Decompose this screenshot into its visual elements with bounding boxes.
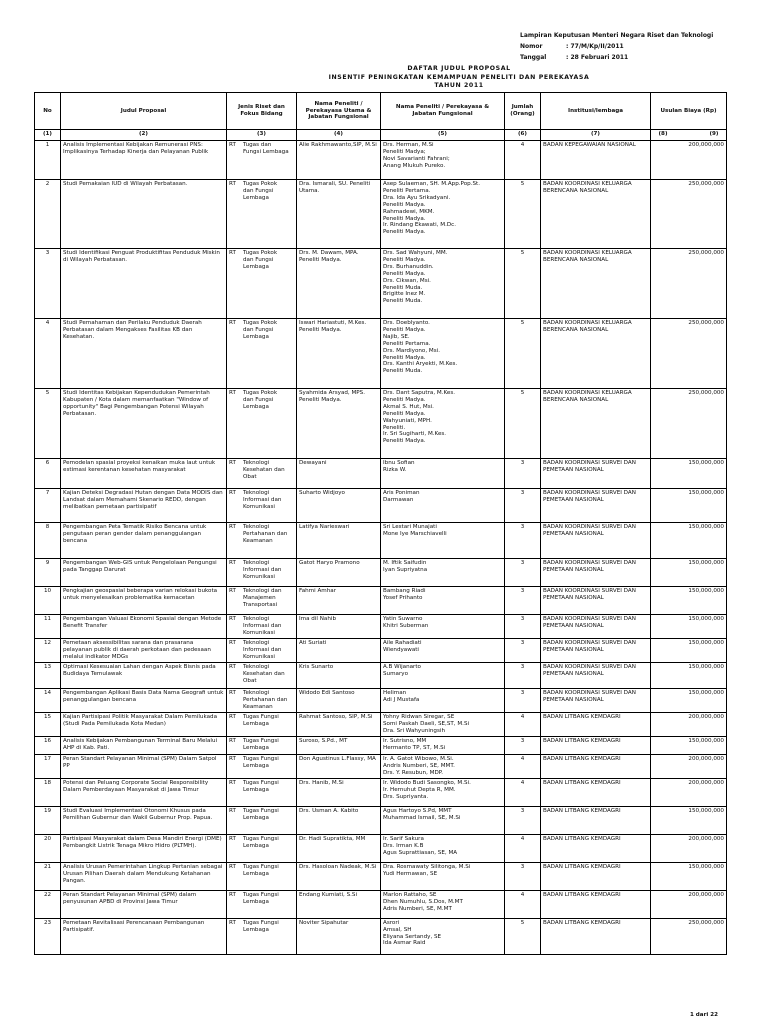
table-row: [35, 806, 727, 834]
row-judul: Optimasi Kesesuaian Lahan dengan Aspek Bisnis pada Budidaya Temulawak: [61, 663, 227, 689]
row-institusi: BADAN LITBANG KEMDAGRI: [541, 918, 651, 954]
row-jumlah: 5: [505, 180, 541, 249]
row-judul: Pengembangan Peta Tematik Risiko Bencana untuk pengutaan peran gender dalam penanggulangan bencana: [61, 523, 227, 559]
table-row: [35, 389, 727, 459]
header-jenis: Jenis Riset dan Fokus Bidang: [227, 93, 297, 130]
row-institusi: BADAN KOORDINASI KELUARGA BERENCANA NASIONAL: [541, 319, 651, 389]
row-jumlah: 3: [505, 489, 541, 523]
row-anggota: Ir. Sutrisno, MM Hermanto TP, ST, M.Si: [381, 737, 505, 755]
table-row: [35, 459, 727, 489]
row-institusi: BADAN KOORDINASI KELUARGA BERENCANA NASIONAL: [541, 249, 651, 319]
row-institusi: BADAN KOORDINASI KELUARGA BERENCANA NASIONAL: [541, 389, 651, 459]
row-no: 20: [35, 834, 61, 862]
row-utama: Fahmi Amhar: [297, 587, 381, 615]
row-judul: Pengembangan Valuasi Ekonomi Spasial dengan Metode Benefit Transfer: [61, 615, 227, 639]
table-row: [35, 737, 727, 755]
table-row: [35, 778, 727, 806]
row-utama: Endang Kumiati, S.Si: [297, 890, 381, 918]
row-utama: Ati Suriati: [297, 639, 381, 663]
row-no: 22: [35, 890, 61, 918]
table-row: [35, 615, 727, 639]
row-rt: RT: [229, 181, 236, 187]
row-jenis: [227, 587, 297, 615]
header-row: [35, 93, 727, 130]
row-jumlah: 3: [505, 737, 541, 755]
row-jumlah: 4: [505, 890, 541, 918]
row-judul: Pemetaan Revitalisasi Perencanaan Pembangunan Partisipatif.: [61, 918, 227, 954]
row-utama: Gatot Haryo Pramono: [297, 559, 381, 587]
row-biaya: 150,000,000: [651, 523, 727, 559]
row-institusi: BADAN KOORDINASI KELUARGA BERENCANA NASIONAL: [541, 180, 651, 249]
table-row: [35, 319, 727, 389]
row-rt: RT: [229, 756, 236, 762]
row-rt: RT: [229, 490, 236, 496]
row-no: 16: [35, 737, 61, 755]
row-jumlah: 3: [505, 615, 541, 639]
col-number: [297, 130, 381, 141]
row-no: 9: [35, 559, 61, 587]
title-line-1: DAFTAR JUDUL PROPOSAL: [407, 65, 511, 72]
row-biaya: 150,000,000: [651, 663, 727, 689]
row-fokus: Teknologi Informasi dan Komunikasi: [243, 490, 282, 510]
table-body: [35, 141, 727, 955]
row-judul: Studi Identitas Kebijakan Kependudukan Pemerintah Kabupaten / Kota dalam memanfaatkan "Window of opportunity" Bagi Pengembangan Potensi Wilayah Perbatasan.: [61, 389, 227, 459]
row-biaya: 150,000,000: [651, 639, 727, 663]
row-biaya: 250,000,000: [651, 319, 727, 389]
table-row: [35, 639, 727, 663]
row-no: 15: [35, 713, 61, 737]
table-row: [35, 663, 727, 689]
row-jenis: [227, 141, 297, 180]
row-biaya: 150,000,000: [651, 862, 727, 890]
row-jenis: [227, 713, 297, 737]
col-number: (6): [505, 130, 541, 141]
header-anggota: Nama Peneliti / Perekayasa & Jabatan Fungsional: [381, 93, 505, 130]
row-rt: RT: [229, 664, 236, 670]
row-judul: Analisis Kebijakan Pembangunan Terminal Baru Melalui AHP di Kab. Pati.: [61, 737, 227, 755]
page-number: 1 dari 22: [689, 1012, 718, 1018]
row-judul: Pengembangan Aplikasi Basis Data Nama Geografi untuk penanggulangan bencana: [61, 689, 227, 713]
row-institusi: BADAN LITBANG KEMDAGRI: [541, 890, 651, 918]
row-rt: RT: [229, 250, 236, 256]
title-line-2: INSENTIF PENINGKATAN KEMAMPUAN PENELITI DAN PEREKAYASA: [328, 73, 590, 81]
col-number: (4): [333, 131, 343, 137]
row-institusi: BADAN LITBANG KEMDAGRI: [541, 713, 651, 737]
col-number: (7): [541, 130, 651, 141]
row-judul: Studi Pemakaian IUD di Wilayah Perbatasan.: [61, 180, 227, 249]
row-utama: Kris Sunarto: [297, 663, 381, 689]
row-utama: Dewayani: [297, 459, 381, 489]
row-jumlah: 3: [505, 559, 541, 587]
row-no: 1: [35, 141, 61, 180]
row-rt: RT: [229, 807, 236, 814]
row-utama: Drs. M. Dawam, MPA. Peneliti Madya.: [297, 249, 381, 319]
row-jenis: [227, 523, 297, 559]
row-jenis: [227, 755, 297, 779]
title-line-3: TAHUN 2011: [434, 82, 484, 89]
row-anggota: Bambang Riadi Yosef Prihanto: [381, 587, 505, 615]
table-row: [35, 755, 727, 779]
row-utama: Dra. Ismarali, SU. Peneliti Utama.: [297, 180, 381, 249]
row-jenis: [227, 180, 297, 249]
row-utama: Widodo Edi Santoso: [297, 689, 381, 713]
row-fokus: Teknologi Informasi dan Komunikasi: [243, 560, 282, 580]
row-anggota: Ibnu Sofian Rizka W.: [381, 459, 505, 489]
row-jumlah: 4: [505, 834, 541, 862]
row-rt: RT: [229, 863, 236, 870]
row-utama: Iswari Hariastuti, M.Kes. Peneliti Madya.: [297, 319, 381, 389]
row-rt: RT: [229, 560, 236, 566]
row-utama: Latifya Narieswari: [297, 523, 381, 559]
row-jenis: [227, 459, 297, 489]
row-rt: RT: [229, 524, 236, 530]
row-biaya: 150,000,000: [651, 737, 727, 755]
row-jumlah: 4: [505, 778, 541, 806]
nomor-value: : 77/M/Kp/II/2011: [566, 43, 624, 50]
table-row: [35, 587, 727, 615]
row-institusi: BADAN KOORDINASI SURVEI DAN PEMETAAN NASIONAL: [541, 587, 651, 615]
row-institusi: BADAN KEPEGAWAIAN NASIONAL: [541, 141, 651, 180]
row-institusi: BADAN LITBANG KEMDAGRI: [541, 834, 651, 862]
row-jenis: [227, 663, 297, 689]
row-jumlah: 4: [505, 713, 541, 737]
row-fokus: Tugas Fungsi Lembaga: [243, 738, 279, 751]
row-anggota: Marlon Rattaho, SE Dhen Numuhlu, S.Dos, M.MT Adris Numberi, SE, M.MT: [381, 890, 505, 918]
row-fokus: Tugas Fungsi Lembaga: [243, 863, 279, 877]
row-jumlah: 5: [505, 319, 541, 389]
row-jenis: [227, 689, 297, 713]
row-jumlah: 5: [505, 918, 541, 954]
table-row: [35, 523, 727, 559]
row-judul: Pengembangan Web-GIS untuk Pengelolaan Pengungsi pada Tanggap Darurat: [61, 559, 227, 587]
decree-reference: [520, 30, 713, 63]
row-no: 3: [35, 249, 61, 319]
table-row: [35, 489, 727, 523]
row-jenis: [227, 890, 297, 918]
row-judul: Peran Standart Pelayanan Minimal (SPM) Dalam Satpol PP: [61, 755, 227, 779]
row-anggota: Asrori Amsal, SH Eliyana Sertandy, SE Ida Asmar Raid: [381, 918, 505, 954]
row-rt: RT: [229, 616, 236, 622]
row-biaya: 150,000,000: [651, 459, 727, 489]
row-judul: Peran Standart Pelayanan Minimal (SPM) dalam penyusunan APBD di Provinsi Jawa Timur: [61, 890, 227, 918]
row-jumlah: 5: [505, 389, 541, 459]
row-institusi: BADAN LITBANG KEMDAGRI: [541, 778, 651, 806]
row-fokus: Teknologi Pertahanan dan Keamanan: [243, 690, 288, 710]
row-institusi: BADAN KOORDINASI SURVEI DAN PEMETAAN NASIONAL: [541, 559, 651, 587]
row-rt: RT: [229, 714, 236, 720]
row-institusi: BADAN KOORDINASI SURVEI DAN PEMETAAN NASIONAL: [541, 615, 651, 639]
row-jenis: [227, 778, 297, 806]
row-anggota: M. Iftik Saifudin Iyan Supriyatna: [381, 559, 505, 587]
row-utama: Dr. Hadi Supratikta, MM: [297, 834, 381, 862]
row-biaya: 150,000,000: [651, 489, 727, 523]
row-anggota: Heliman Adi J Mustafa: [381, 689, 505, 713]
row-institusi: BADAN KOORDINASI SURVEI DAN PEMETAAN NASIONAL: [541, 689, 651, 713]
row-anggota: Ir. Widodo Budi Sasongko, M.Si. Ir. Hernuhut Depta R, MM. Drs. Supriyanta.: [381, 778, 505, 806]
row-jenis: [227, 806, 297, 834]
col-number: (9): [709, 131, 719, 137]
row-utama: Suroso, S.Pd., MT: [297, 737, 381, 755]
table-row: [35, 689, 727, 713]
header-judul: Judul Proposal: [61, 93, 227, 130]
row-institusi: BADAN KOORDINASI SURVEI DAN PEMETAAN NASIONAL: [541, 663, 651, 689]
row-jumlah: 4: [505, 755, 541, 779]
column-number-row: [35, 130, 727, 141]
row-jenis: [227, 862, 297, 890]
header-institusi: Institusi/lembaga: [541, 93, 651, 130]
row-anggota: Yohny Ridwan Siregar, SE Somi Paskah Daeli, SE,ST, M.Si Dra. Sri Wahyuningsih: [381, 713, 505, 737]
row-utama: Noviter Sipahutar: [297, 918, 381, 954]
row-jumlah: 3: [505, 459, 541, 489]
row-judul: Analisis Urusan Pemerintahan Lingkup Pertanian sebagai Urusan Pilihan Daerah dalam Mendukung Ketahanan Pangan.: [61, 862, 227, 890]
row-fokus: Tugas Fungsi Lembaga: [243, 835, 279, 849]
proposal-table: [34, 92, 727, 955]
row-anggota: Drs. Dant Saputra, M.Kes. Peneliti Madya. Akmal S. Hut, Msi. Peneliti Madya. Wahyuniati, MPH. Peneliti. Ir. Sri Sugiharti, M.Kes. Peneliti Madya.: [381, 389, 505, 459]
row-fokus: Teknologi Kesehatan dan Obat: [243, 460, 285, 480]
header-utama: Nama Peneliti / Perekayasa Utama & Jabatan Fungsional: [297, 93, 381, 130]
row-anggota: Yatin Suwarno Khitri Suberman: [381, 615, 505, 639]
row-institusi: BADAN KOORDINASI SURVEI DAN PEMETAAN NASIONAL: [541, 459, 651, 489]
row-fokus: Tugas Pokok dan Fungsi Lembaga: [243, 250, 278, 270]
row-fokus: Tugas Pokok dan Fungsi Lembaga: [243, 181, 278, 201]
row-institusi: BADAN LITBANG KEMDAGRI: [541, 862, 651, 890]
row-fokus: Teknologi Informasi dan Komunikasi: [243, 616, 282, 636]
col-number: [651, 130, 727, 141]
row-anggota: Dra. Rosmawaty Silitonga, M.Si Yudi Hermawan, SE: [381, 862, 505, 890]
row-no: 8: [35, 523, 61, 559]
row-biaya: 200,000,000: [651, 834, 727, 862]
table-row: [35, 918, 727, 954]
row-no: 12: [35, 639, 61, 663]
row-no: 7: [35, 489, 61, 523]
row-biaya: 200,000,000: [651, 713, 727, 737]
row-anggota: Asep Sulaeman, SH. M.App.Pop.St. Peneliti Pertama. Dra. Ida Ayu Srikadyani. Peneliti Madya. Rahmadewi, MKM. Peneliti Madya. Ir. Rindang Ekawati, M.Dc. Peneliti Madya.: [381, 180, 505, 249]
row-judul: Pemetaan aksessibilitas sarana dan prasarana pelayanan publik di daerah perkotaan dan pedesaan melalui indikator MDGs: [61, 639, 227, 663]
row-judul: Studi Pemahaman dan Perilaku Penduduk Daerah Perbatasan dalam Mengakses Fasilitas KB dan Kesehatan.: [61, 319, 227, 389]
row-biaya: 150,000,000: [651, 587, 727, 615]
row-fokus: Tugas dan Fungsi Lembaga: [243, 142, 289, 155]
row-rt: RT: [229, 460, 236, 466]
row-rt: RT: [229, 779, 236, 786]
document-title: [0, 65, 768, 91]
row-institusi: BADAN KOORDINASI SURVEI DAN PEMETAAN NASIONAL: [541, 523, 651, 559]
row-utama: Ima dil Nahib: [297, 615, 381, 639]
row-biaya: 250,000,000: [651, 389, 727, 459]
row-anggota: Drs. Sad Wahyuni, MM. Peneliti Madya. Drs. Burhanuddin. Peneliti Madya. Drs. Cikwan, Msi. Peneliti Muda. Brigitte Inez M. Peneliti Muda.: [381, 249, 505, 319]
row-anggota: Drs. Doeblyanto. Peneliti Madya. Najib, SE. Peneliti Pertama. Drs. Mardiyono, Msi. Peneliti Madya. Drs. Kanthi Aryekti, M.Kes. Peneliti Muda.: [381, 319, 505, 389]
row-institusi: BADAN LITBANG KEMDAGRI: [541, 806, 651, 834]
row-no: 21: [35, 862, 61, 890]
row-no: 23: [35, 918, 61, 954]
table-row: [35, 141, 727, 180]
row-judul: Pengkajian geospasial beberapa varian relokasi bukota untuk menyelesaikan problematika kemacetan: [61, 587, 227, 615]
decree-line: Lampiran Keputusan Menteri Negara Riset dan Teknologi: [520, 32, 714, 39]
header-biaya: Usulan Biaya (Rp): [651, 93, 727, 130]
row-jenis: [227, 559, 297, 587]
row-anggota: Drs. Herman, M.Si Peneliti Madya; Novi Savarianti Fahrani; Anang Mlukuh Pureko.: [381, 141, 505, 180]
table-row: [35, 559, 727, 587]
row-rt: RT: [229, 891, 236, 898]
row-institusi: BADAN LITBANG KEMDAGRI: [541, 755, 651, 779]
row-jenis: [227, 918, 297, 954]
row-anggota: Aile Rahadiati Wiendyawati: [381, 639, 505, 663]
row-rt: RT: [229, 738, 236, 744]
row-jenis: [227, 319, 297, 389]
row-anggota: Sri Lestari Munajati Mone Iye Marschiavelli: [381, 523, 505, 559]
row-fokus: Teknologi dan Manajemen Transportasi: [243, 588, 282, 608]
row-jumlah: 3: [505, 806, 541, 834]
row-judul: Kajian Deteksi Degradasi Hutan dengan Data MODIS dan Landsat dalam Memahami Skenario REDD, dengan melibatkan pemetaan partisipatif: [61, 489, 227, 523]
row-fokus: Tugas Pokok dan Fungsi Lembaga: [243, 390, 278, 410]
row-judul: Potensi dan Peluang Corporate Social Responsibility Dalam Pemberdayaan Masyarakat di Jawa Timur: [61, 778, 227, 806]
row-biaya: 200,000,000: [651, 755, 727, 779]
tanggal-label: Tanggal: [520, 54, 547, 61]
row-jenis: [227, 249, 297, 319]
row-biaya: 200,000,000: [651, 778, 727, 806]
row-fokus: Tugas Fungsi Lembaga: [243, 919, 279, 933]
row-rt: RT: [229, 142, 236, 148]
row-biaya: 150,000,000: [651, 559, 727, 587]
row-no: 2: [35, 180, 61, 249]
row-rt: RT: [229, 690, 236, 696]
row-jumlah: 3: [505, 523, 541, 559]
row-jenis: [227, 615, 297, 639]
row-utama: Don Agustinus L.Flassy, MA: [297, 755, 381, 779]
row-jenis: [227, 834, 297, 862]
row-jumlah: 3: [505, 862, 541, 890]
row-jumlah: 3: [505, 689, 541, 713]
row-anggota: Aris Poniman Darmawan: [381, 489, 505, 523]
table-row: [35, 890, 727, 918]
row-biaya: 250,000,000: [651, 249, 727, 319]
row-no: 11: [35, 615, 61, 639]
table-row: [35, 180, 727, 249]
table-row: [35, 834, 727, 862]
row-no: 18: [35, 778, 61, 806]
row-jenis: [227, 639, 297, 663]
row-rt: RT: [229, 588, 236, 594]
row-jenis: [227, 737, 297, 755]
row-utama: Alie Rakhmawanto,SIP, M.Si: [297, 141, 381, 180]
row-jenis: [227, 389, 297, 459]
row-utama: Drs. Hasoloan Nadeak, M.Si: [297, 862, 381, 890]
row-fokus: Teknologi Kesehatan dan Obat: [243, 664, 285, 684]
row-institusi: BADAN KOORDINASI SURVEI DAN PEMETAAN NASIONAL: [541, 489, 651, 523]
row-judul: Analisis Implementasi Kebijakan Remunerasi PNS: Implikasinya Terhadap Kinerja dan Pelayanan Publik: [61, 141, 227, 180]
row-no: 4: [35, 319, 61, 389]
row-rt: RT: [229, 919, 236, 926]
row-no: 5: [35, 389, 61, 459]
row-biaya: 250,000,000: [651, 180, 727, 249]
row-utama: Rahmat Santoso, SIP, M.Si: [297, 713, 381, 737]
row-no: 13: [35, 663, 61, 689]
row-utama: Suharto Widjoyo: [297, 489, 381, 523]
row-judul: Kajian Partisipasi Politik Masyarakat Dalam Pemilukada (Studi Pada Pemilukada Kota Medan): [61, 713, 227, 737]
row-judul: Partisipasi Masyarakat dalam Desa Mandiri Energi (DME) Pembangkit Listrik Tenaga Mikro Hidro (PLTMH).: [61, 834, 227, 862]
row-anggota: Ir. Sarif Sakura Drs. Irman K.B Agus Suprattiasan, SE, MA: [381, 834, 505, 862]
row-fokus: Tugas Fungsi Lembaga: [243, 779, 279, 793]
row-jenis: [227, 489, 297, 523]
row-anggota: Agus Hartoyo S.Pd, MMT Muhammad Ismail, SE, M.Si: [381, 806, 505, 834]
row-biaya: 200,000,000: [651, 141, 727, 180]
row-rt: RT: [229, 390, 236, 396]
row-jumlah: 4: [505, 141, 541, 180]
row-fokus: Tugas Fungsi Lembaga: [243, 756, 279, 769]
table-row: [35, 713, 727, 737]
row-fokus: Teknologi Informasi dan Komunikasi: [243, 640, 282, 660]
row-no: 14: [35, 689, 61, 713]
row-anggota: Ir. A. Gatot Wibowo, M.Si. Andris Numberi, SE, MMT. Drs. Y. Resubun, MDP.: [381, 755, 505, 779]
row-no: 17: [35, 755, 61, 779]
row-judul: Studi Identifikasi Penguat Produktifitas Penduduk Miskin di Wilayah Perbatasan.: [61, 249, 227, 319]
row-judul: Pemodelan spasial proyeksi kenaikan muka laut untuk estimasi kerentanan kesehatan masyarakat: [61, 459, 227, 489]
table-row: [35, 249, 727, 319]
row-rt: RT: [229, 835, 236, 842]
nomor-label: Nomor: [520, 43, 543, 50]
row-no: 19: [35, 806, 61, 834]
row-rt: RT: [229, 640, 236, 646]
row-jumlah: 3: [505, 663, 541, 689]
col-number: (8): [658, 131, 668, 137]
col-number: (3): [227, 130, 297, 141]
row-jumlah: 5: [505, 249, 541, 319]
row-biaya: 150,000,000: [651, 615, 727, 639]
row-institusi: BADAN KOORDINASI SURVEI DAN PEMETAAN NASIONAL: [541, 639, 651, 663]
row-no: 10: [35, 587, 61, 615]
row-jumlah: 3: [505, 587, 541, 615]
row-jumlah: 3: [505, 639, 541, 663]
col-number: (1): [35, 130, 61, 141]
row-biaya: 200,000,000: [651, 890, 727, 918]
row-no: 6: [35, 459, 61, 489]
row-fokus: Tugas Fungsi Lembaga: [243, 714, 279, 727]
row-biaya: 150,000,000: [651, 689, 727, 713]
row-fokus: Tugas Fungsi Lembaga: [243, 807, 279, 821]
table-row: [35, 862, 727, 890]
row-utama: Drs. Usman A. Kabito: [297, 806, 381, 834]
header-no: No: [35, 93, 61, 130]
tanggal-value: : 28 Februari 2011: [566, 54, 629, 61]
row-utama: Drs. Hanib, M.Si: [297, 778, 381, 806]
row-fokus: Tugas Fungsi Lembaga: [243, 891, 279, 905]
header-jumlah: Jumlah (Orang): [505, 93, 541, 130]
col-number: (5): [381, 130, 505, 141]
row-fokus: Tugas Pokok dan Fungsi Lembaga: [243, 320, 278, 340]
row-biaya: 250,000,000: [651, 918, 727, 954]
row-rt: RT: [229, 320, 236, 326]
row-fokus: Teknologi Pertahanan dan Keamanan: [243, 524, 288, 544]
row-utama: Syahmida Arsyad, MPS. Peneliti Madya.: [297, 389, 381, 459]
row-anggota: A.B Wijanarto Sumaryo: [381, 663, 505, 689]
row-judul: Studi Evaluasi Implementasi Otonomi Khusus pada Pemilihan Gubernur dan Wakil Gubernur Prop. Papua.: [61, 806, 227, 834]
row-biaya: 150,000,000: [651, 806, 727, 834]
row-institusi: BADAN LITBANG KEMDAGRI: [541, 737, 651, 755]
col-number: (2): [61, 130, 227, 141]
